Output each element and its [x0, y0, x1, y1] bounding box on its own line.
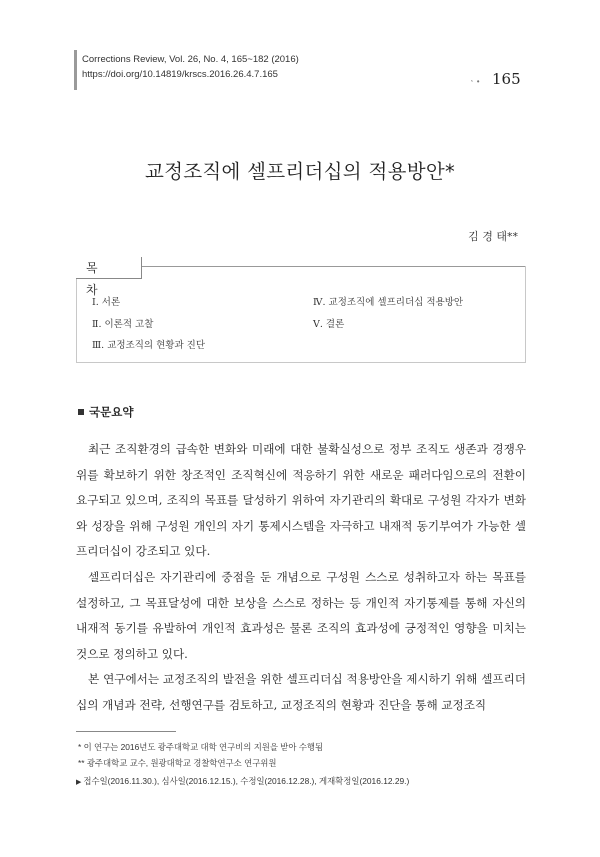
paper-title: 교정조직에 셀프리더십의 적용방안* [144, 160, 456, 183]
toc-item-4[interactable]: Ⅳ. 교정조직에 셀프리더십 적용방안 [313, 297, 464, 308]
doi-link[interactable]: https://doi.org/10.14819/krscs.2016.26.4.7.165 [82, 69, 278, 80]
toc-item-5[interactable]: Ⅴ. 결론 [313, 319, 345, 330]
toc-top-rule [76, 266, 525, 267]
footnote-dates-text: 접수일(2016.11.30.), 심사일(2016.12.15.), 수정일(2016.12.28.), 게재확정일(2016.12.29.) [83, 776, 410, 786]
abstract-heading [78, 404, 133, 420]
abstract-paragraph: 최근 조직환경의 급속한 변화와 미래에 대한 불확실성으로 정부 조직도 생존과 경쟁우위를 확보하기 위한 창조적인 조직혁신에 적응하기 위한 새로운 패러다임으로의 전환이 요구되고 있으며, 조직의 목표를 달성하기 위하여 자기관리의 확대로 구성원 각자가 변화와 성장을 위해 구성원 개인의 자기 통제시스템을 자극하고 내재적 동기부여가 가능한 셀프리더십이 강조되고 있다. [76, 442, 526, 559]
author-name: 김 경 태** [468, 230, 518, 243]
journal-citation: Corrections Review, Vol. 26, No. 4, 165~182 (2016) [82, 54, 299, 65]
footnote-dates [76, 775, 409, 787]
abstract-paragraph: 본 연구에서는 교정조직의 발전을 위한 셀프리더십 적용방안을 제시하기 위해 셀프리더십의 개념과 전략, 선행연구를 검토하고, 교정조직의 현황과 진단을 통해 교정조직 [76, 672, 526, 712]
page-mark: ㆍ• [468, 77, 481, 86]
footnote-funding: * 이 연구는 2016년도 광주대학교 대학 연구비의 지원을 받아 수행됨 [78, 742, 324, 752]
toc-item-1[interactable]: Ⅰ. 서론 [92, 297, 121, 308]
footnote-affiliation: ** 광주대학교 교수, 원광대학교 경찰학연구소 연구위원 [78, 758, 277, 768]
toc-label: 목 차 [76, 257, 142, 279]
abstract-heading-text: 국문요약 [89, 405, 134, 419]
triangle-bullet-icon: ▶ [76, 779, 82, 786]
abstract-paragraph: 셀프리더십은 자기관리에 중점을 둔 개념으로 구성원 스스로 성취하고자 하는 목표를 설정하고, 그 목표달성에 대한 보상을 스스로 정하는 등 개인적 자기통제를 통해 자신의 내재적 동기를 유발하여 개인적 효과성은 물론 조직의 효과성에 긍정적인 영향을 미치는 것으로 정의하고 있다. [76, 569, 526, 661]
page-number: 165 [492, 70, 521, 88]
toc-item-2[interactable]: Ⅱ. 이론적 고찰 [92, 319, 154, 330]
square-bullet-icon [78, 409, 84, 415]
abstract-body [76, 437, 526, 719]
header-accent-bar [74, 50, 77, 90]
footnote-rule [76, 731, 176, 732]
toc-item-3[interactable]: Ⅲ. 교정조직의 현황과 진단 [92, 340, 206, 351]
journal-header [82, 52, 299, 82]
